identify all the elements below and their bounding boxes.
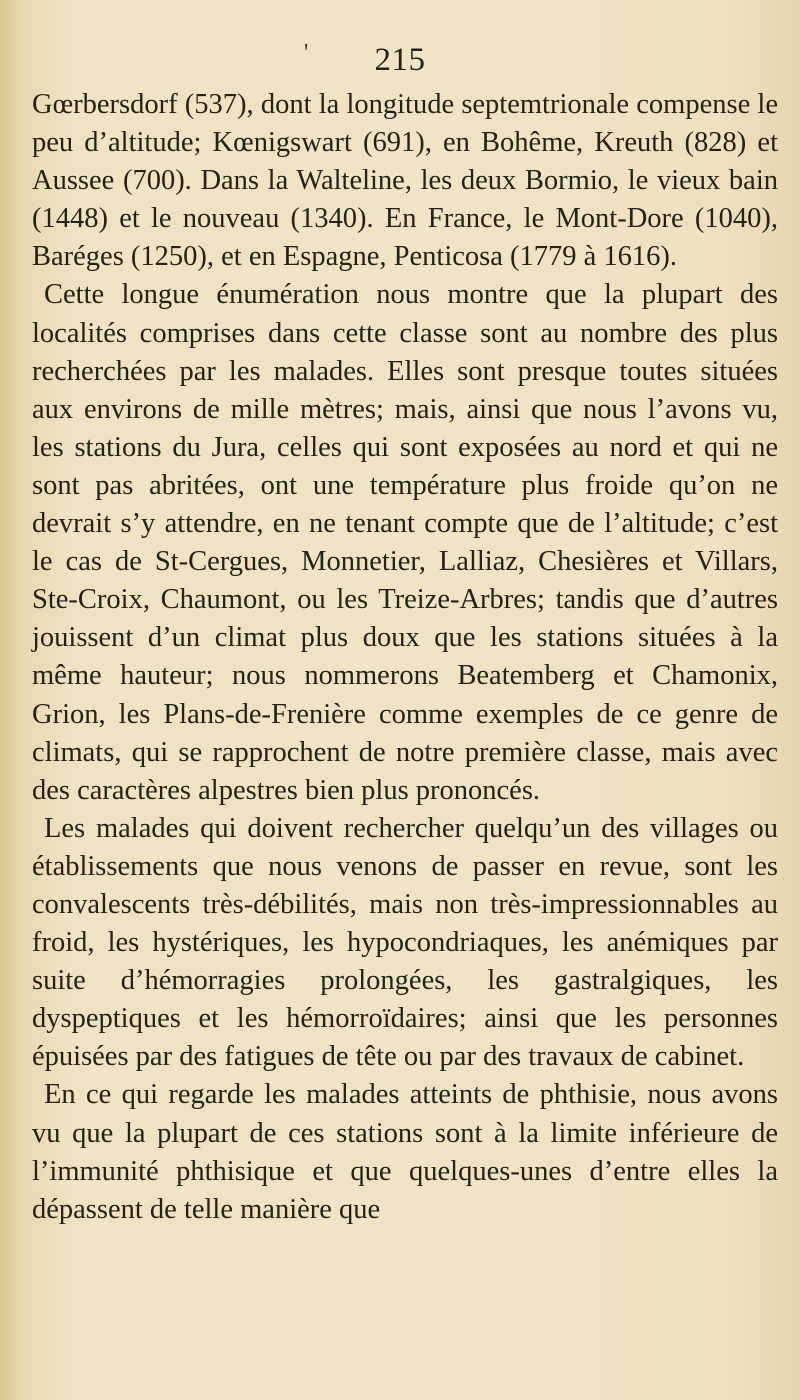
page-number: ' 215 xyxy=(0,42,800,79)
body-text xyxy=(32,86,778,1229)
paragraph-3: Les malades qui doivent rechercher quelqu’un des villages ou établissements que nous venons de passer en revue, sont les convalescents très-débilités, mais non très-impressionnables au froid, les hystériques, les hypocondriaques, les anémiques par suite d’hémorragies prolongées, les gastralgiques, les dyspeptiques et les hémorroïdaires; ainsi que les personnes épuisées par des fatigues de tête ou par des travaux de cabinet. xyxy=(32,812,778,1073)
paragraph-2: Cette longue énumération nous montre que la plupart des localités comprises dans cette classe sont au nombre des plus recherchées par les malades. Elles sont presque toutes situées aux environs de mille mètres; mais, ainsi que nous l’avons vu, les stations du Jura, celles qui sont exposées au nord et qui ne sont pas abritées, ont une température plus froide qu’on ne devrait s’y attendre, en ne tenant compte que de l’altitude; c’est le cas de St-Cergues, Monnetier, Lalliaz, Chesières et Villars, Ste-Croix, Chaumont, ou les Treize-Arbres; tandis que d’autres jouissent d’un climat plus doux que les stations situées à la même hauteur; nous nommerons Beatemberg et Chamonix, Grion, les Plans-de-Frenière comme exemples de ce genre de climats, qui se rapprochent de notre première classe, mais avec des caractères alpestres bien plus prononcés. xyxy=(32,279,778,806)
paragraph-4: En ce qui regarde les malades atteints de phthisie, nous avons vu que la plupart de ces stations sont à la limite inférieure de l’immunité phthisique et que quelques-unes d’entre elles la dépassent de telle manière que xyxy=(32,1079,778,1225)
paragraph-1: Gœrbersdorf (537), dont la longitude septemtrionale compense le peu d’altitude; Kœnigswart (691), en Bohême, Kreuth (828) et Aussee (700). Dans la Walteline, les deux Bormio, le vieux bain (1448) et le nouveau (1340). En France, le Mont-Dore (1040), Baréges (1250), et en Espagne, Penticosa (1779 à 1616). xyxy=(32,89,778,273)
